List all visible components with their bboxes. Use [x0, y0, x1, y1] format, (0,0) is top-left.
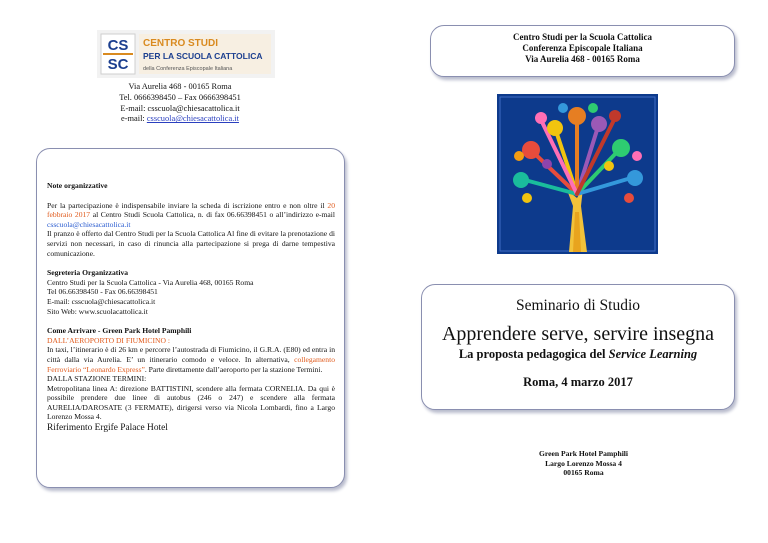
pencil-tree-illustration	[497, 94, 658, 254]
secretariat-line-1: Centro Studi per la Scuola Cattolica - Via Aurelia 468, 00165 Roma	[47, 277, 254, 287]
contact-address: Via Aurelia 468 - 00165 Roma	[128, 82, 232, 91]
deadline-date: 20 febbraio 2017	[47, 200, 335, 220]
secretariat-title: Segreteria Organizzativa	[47, 268, 129, 278]
secretariat-line-2: Tel 06.66398450 - Fax 06.66398451	[47, 287, 158, 297]
contact-email-2-label: e-mail:	[121, 114, 147, 124]
logo-initials-top: CS	[107, 37, 129, 54]
venue-line-2: Largo Lorenzo Mossa 4	[545, 458, 622, 468]
venue-line-1: Green Park Hotel Pamphili	[538, 449, 629, 458]
seminar-subtitle: La proposta pedagogica del Service Learning	[458, 347, 698, 361]
venue-line-3: 00165 Roma	[563, 468, 604, 478]
directions-airport-heading: DALL’AEROPORTO DI FIUMICINO :	[47, 335, 170, 345]
logo-name-line1: CENTRO STUDI	[143, 38, 218, 49]
seminar-title: Apprendere serve, servire insegna	[441, 323, 715, 345]
notes-paragraph-2: Il pranzo è offerto dal Centro Studi per la Scuola Cattolica Al fine di evitare la prenotazione di servizi non necessari, in caso di rinuncia alla partecipazione si prega di darne tempestiva comunicazione.	[47, 229, 335, 258]
contact-email-2	[85, 114, 275, 125]
contact-email-link[interactable]: csscuola@chiesacattolica.it	[146, 114, 239, 124]
contact-email-1: E-mail: csscuola@chiesacattolica.it	[120, 103, 240, 113]
organizer-box	[430, 25, 735, 77]
reference-hotel: Riferimento Ergife Palace Hotel	[47, 423, 168, 434]
directions-airport-text: In taxi, l’itinerario è di 26 km e percorre l’autostrada di Fiumicino, il G.R.A. (E80) ed entra in città dalla via Aurelia. E’ un itinerario comodo e veloce. In alternativa, collegamento Ferroviario “Leonardo Express”. Parte direttamente dall’aeroporto per la stazione Termini.	[47, 345, 335, 374]
directions-station-heading: DALLA STAZIONE TERMINI:	[47, 374, 147, 384]
train-link[interactable]: collegamento Ferroviario “Leonardo Express”	[47, 354, 335, 374]
logo	[97, 30, 275, 78]
notes-email-link[interactable]: csscuola@chiesacattolica.it	[47, 219, 131, 229]
organizer-line-2: Conferenza Episcopale Italiana	[522, 43, 643, 53]
directions-title: Come Arrivare - Green Park Hotel Pamphili	[47, 326, 192, 336]
logo-name-line3: della Conferenza Episcopale Italiana	[143, 66, 233, 72]
notes-paragraph-1: Per la partecipazione è indispensabile inviare la scheda di iscrizione entro e non oltre il 20 febbraio 2017 al Centro Studi Scuola Cattolica, n. di fax 06.66398451 o all’indirizzo e-mail csscuola@chiesacattolica.it	[47, 200, 335, 229]
logo-initials-bottom: SC	[107, 56, 129, 73]
contact-tel-fax: Tel. 0666398450 – Fax 0666398451	[119, 92, 241, 102]
logo-name-line2: PER LA SCUOLA CATTOLICA	[143, 51, 263, 61]
contact-block	[85, 82, 275, 125]
seminar-date: Roma, 4 marzo 2017	[523, 375, 633, 389]
directions-station-text: Metropolitana linea A: direzione BATTISTINI, scendere alla fermata CORNELIA. Da qui è possibile prendere due linee di autobus (246 o 247) e scendere alla fermata AURELIA/DAROSATE (3 FERMATE), dirigersi verso via Nicola Lombardi, fino a Largo Lorenzo Mossa 4.	[47, 383, 335, 422]
notes-title: Note organizzative	[47, 181, 108, 190]
venue-block	[430, 433, 737, 497]
notes-box	[36, 148, 345, 488]
organizer-line-1: Centro Studi per la Scuola Cattolica	[513, 32, 652, 42]
seminar-box	[421, 284, 735, 410]
seminar-kind: Seminario di Studio	[516, 297, 640, 314]
secretariat-line-4: Sito Web: www.scuolacattolica.it	[47, 306, 148, 316]
organizer-line-3: Via Aurelia 468 - 00165 Roma	[525, 54, 640, 64]
secretariat-line-3: E-mail: csscuola@chiesacattolica.it	[47, 296, 156, 306]
